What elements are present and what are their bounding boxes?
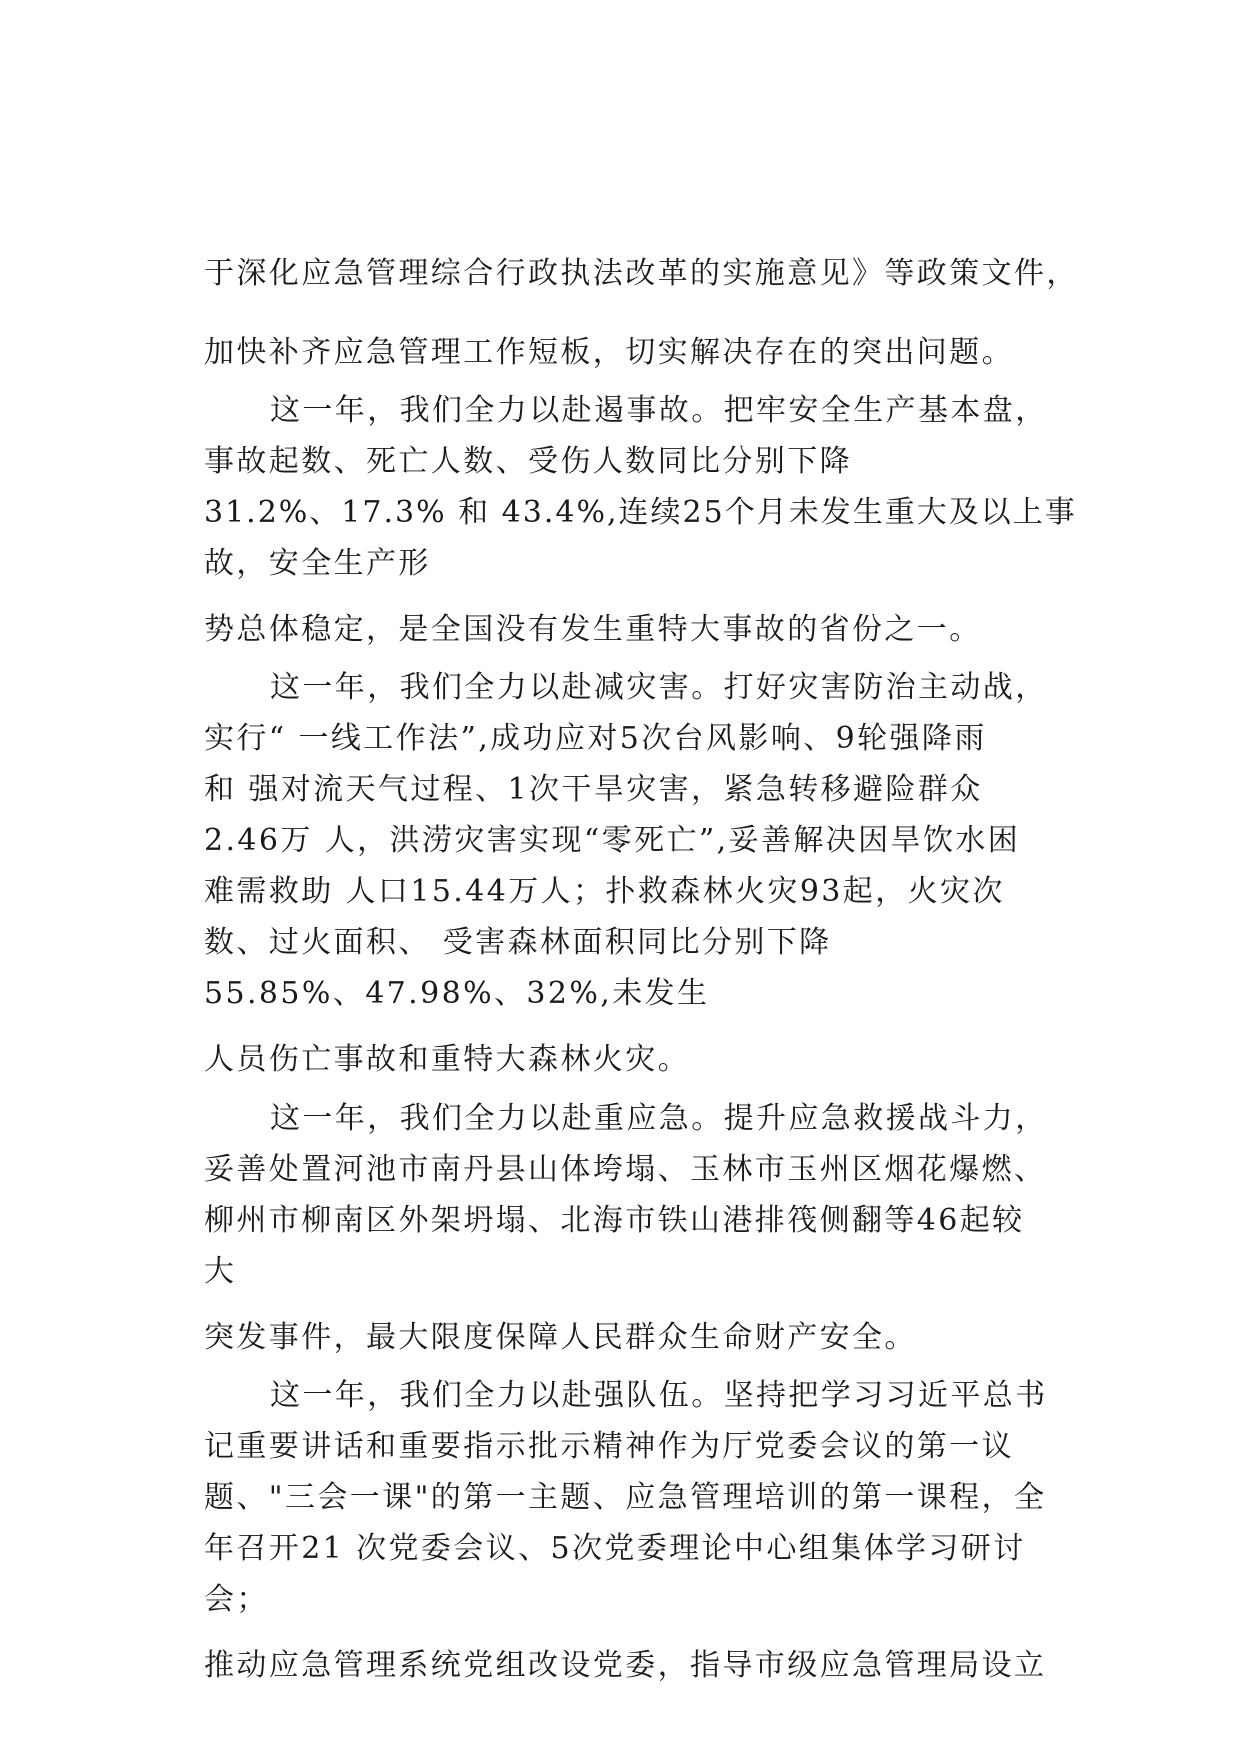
text-line: 题、"三会一课"的第一主题、应急管理培训的第一课程，全 (204, 1480, 1047, 1515)
text-line: 突发事件，最大限度保障人民群众生命财产安全。 (204, 1320, 917, 1355)
text-line: 推动应急管理系统党组改设党委，指导市级应急管理局设立 (204, 1648, 1047, 1683)
text-line: 妥善处置河池市南丹县山体垮塌、玉林市玉州区烟花爆燃、 (204, 1152, 1047, 1187)
text-line: 柳州市柳南区外架坍塌、北海市铁山港排筏侧翻等46起较 (204, 1203, 1025, 1238)
text-line: 这一年，我们全力以赴减灾害。打好灾害防治主动战， (270, 670, 1048, 705)
text-line: 于深化应急管理综合行政执法改革的实施意见》等政策文件， (204, 256, 1079, 291)
text-line: 事故起数、死亡人数、受伤人数同比分别下降 (204, 444, 852, 479)
text-line: 实行“ 一线工作法”,成功应对5次台风影响、9轮强降雨 (204, 721, 987, 756)
text-line: 数、过火面积、 受害森林面积同比分别下降 (204, 925, 832, 960)
text-line: 这一年，我们全力以赴强队伍。坚持把学习习近平总书 (270, 1378, 1048, 1413)
text-line: 2.46万 人，洪涝灾害实现“零死亡”,妥善解决因旱饮水困 (204, 823, 1021, 858)
text-line: 55.85%、47.98%、32%,未发生 (204, 976, 710, 1011)
text-line: 势总体稳定，是全国没有发生重特大事故的省份之一。 (204, 612, 982, 647)
text-line: 人员伤亡事故和重特大森林火灾。 (204, 1042, 690, 1077)
text-line: 加快补齐应急管理工作短板，切实解决存在的突出问题。 (204, 335, 1014, 370)
text-line: 故，安全生产形 (204, 546, 431, 581)
text-line: 和 强对流天气过程、1次干旱灾害，紧急转移避险群众 (204, 772, 983, 807)
text-line: 这一年，我们全力以赴遏事故。把牢安全生产基本盘， (270, 393, 1048, 428)
text-line: 31.2%、17.3% 和 43.4%,连续25个月未发生重大及以上事 (204, 495, 1077, 530)
text-line: 年召开21 次党委会议、5次党委理论中心组集体学习研讨 (204, 1531, 1026, 1566)
text-line: 大 (204, 1254, 237, 1289)
text-line: 会； (204, 1582, 269, 1617)
text-line: 难需救助 人口15.44万人；扑救森林火灾93起，火灾次 (204, 874, 1005, 909)
text-line: 这一年，我们全力以赴重应急。提升应急救援战斗力， (270, 1101, 1048, 1136)
text-line: 记重要讲话和重要指示批示精神作为厅党委会议的第一议 (204, 1429, 1014, 1464)
